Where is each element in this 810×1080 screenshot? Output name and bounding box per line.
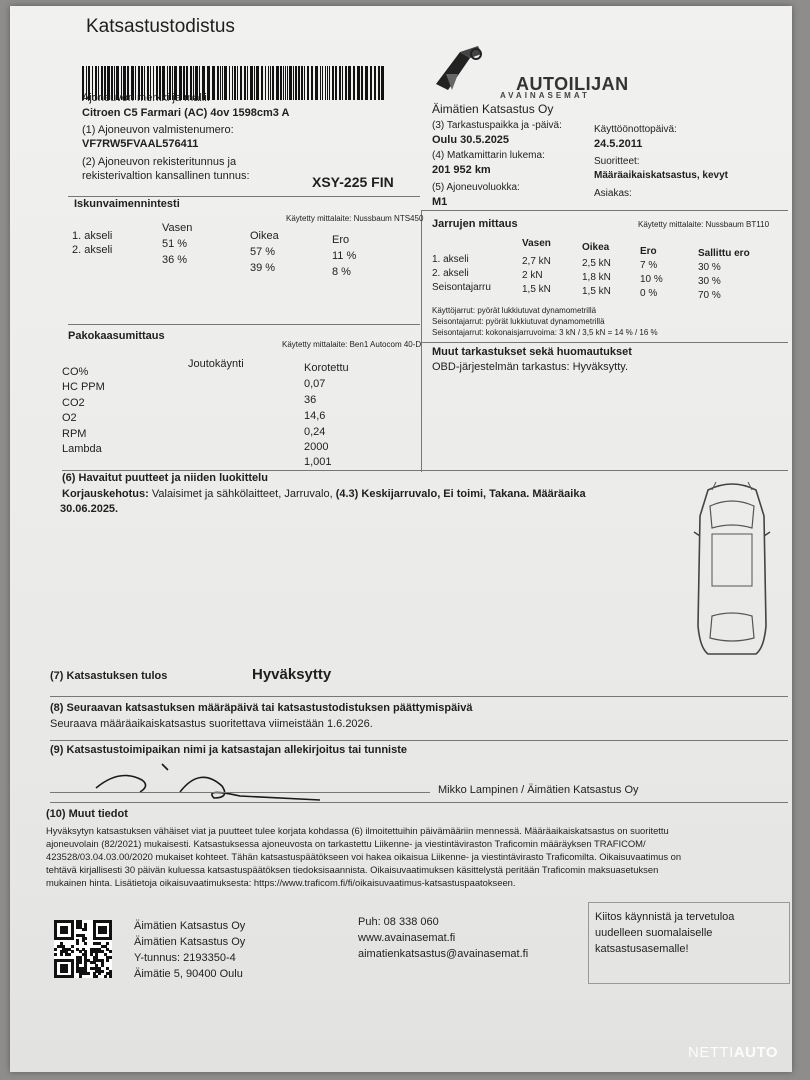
watermark-part1: NETTI [688, 1044, 734, 1061]
exhaust-value: 14,6 [304, 410, 326, 422]
defects-deadline: 30.06.2025. [60, 503, 119, 515]
other-info-title: (10) Muut tiedot [46, 808, 128, 820]
result-value: Hyväksytty [252, 666, 332, 683]
thanks-line: uudelleen suomalaiselle [595, 927, 713, 939]
next-text: Seuraava määräaikaiskatsastus suoritettava viimeistään 1.6.2026. [50, 718, 373, 730]
other-info-line: 423528/03.04.03.00/2020 mukaiset kohteet. Tähän katsastuspäätökseen voi hakea oikaisua Liikenne- ja viestintävirasto Traficomilta. Oikaisuvaatimus on [46, 851, 682, 862]
car-diagram-icon [686, 476, 778, 662]
performed-label: Suoritteet: [594, 156, 640, 167]
brake-value: 2,7 kN [522, 256, 551, 267]
brake-value: 0 % [640, 288, 658, 299]
brakes-header-allowed: Sallittu ero [698, 248, 750, 259]
other-info-text [46, 824, 681, 889]
brake-note: Seisontajarrut: pyörät lukkiutuvat dynamometrillä [432, 317, 605, 326]
brake-value: 7 % [640, 260, 658, 271]
brake-value: 10 % [640, 274, 663, 285]
class-value: M1 [432, 196, 448, 208]
brakes-title: Jarrujen mittaus [432, 218, 518, 230]
reg-label-2: rekisterivaltion kansallinen tunnus: [82, 170, 250, 182]
inspection-certificate [10, 6, 792, 1072]
footer-address: Äimätie 5, 90400 Oulu [134, 968, 243, 980]
defects-prefix: Korjauskehotus: [62, 488, 149, 500]
defects-text: Valaisimet ja sähkölaitteet, Jarruvalo, [151, 488, 333, 500]
brake-value: 70 % [698, 290, 721, 301]
class-label: (5) Ajoneuvoluokka: [432, 182, 520, 193]
defects-deadline-label: Määräaika [532, 488, 586, 500]
first-use-value: 24.5.2011 [594, 138, 643, 150]
vehicle-value: Citroen C5 Farmari (AC) 4ov 1598cm3 A [82, 107, 290, 119]
result-label: (7) Katsastuksen tulos [50, 670, 168, 682]
shock-value: 8 % [332, 266, 351, 278]
brake-row-label: 2. akseli [432, 268, 469, 279]
exhaust-col-high: Korotettu [304, 362, 349, 374]
signature-line [50, 792, 430, 793]
shock-value: 11 % [332, 250, 357, 262]
document-title: Katsastustodistus [86, 16, 235, 37]
exhaust-device: Käytetty mittalaite: Ben1 Autocom 40-D [282, 340, 422, 349]
logo-sub: AVAINASEMAT [500, 91, 590, 100]
footer-ytunnus: Y-tunnus: 2193350-4 [134, 952, 236, 964]
defects-title: (6) Havaitut puutteet ja niiden luokittelu [62, 472, 268, 484]
next-title: (8) Seuraavan katsastuksen määräpäivä tai katsastustodistuksen päättymispäivä [50, 702, 473, 714]
other-info-line: tehtävä kirjallisesti 30 päivän kuluessa katsastuspäätöksen tiedoksisaannista. Oikaisuvaatimuksen käsittelystä peritään Traficomin maksuasetuksen [46, 864, 659, 875]
registration-number: XSY-225 FIN [312, 174, 394, 190]
other-checks-text: OBD-järjestelmän tarkastus: Hyväksytty. [432, 361, 629, 373]
nettiauto-watermark [688, 1044, 778, 1061]
exhaust-value: 36 [304, 394, 317, 406]
divider [422, 210, 788, 211]
footer-company: Äimätien Katsastus Oy [134, 920, 246, 932]
shock-row-label: 2. akseli [72, 244, 113, 256]
vin-label: (1) Ajoneuvon valmistenumero: [82, 124, 234, 136]
divider [62, 470, 788, 471]
qr-code-icon [54, 920, 112, 978]
place-value: Oulu 30.5.2025 [432, 134, 510, 146]
shock-value: 36 % [162, 254, 188, 266]
footer-web: www.avainasemat.fi [358, 932, 456, 944]
exhaust-row-label: O2 [62, 412, 77, 424]
divider [50, 696, 788, 697]
footer-phone: Puh: 08 338 060 [358, 916, 439, 928]
key-logo-icon [430, 44, 490, 98]
thanks-line: katsastusasemalle! [595, 943, 689, 955]
other-info-line: Hyväksytyn katsastuksen vähäiset viat ja puutteet tulee korjata kohdassa (6) ilmoitettuihin päivämääriin mennessä. Määräaikaiskatsastus on suoritettu [46, 825, 669, 836]
brake-value: 30 % [698, 276, 721, 287]
customer-label: Asiakas: [594, 188, 632, 199]
shock-header-right: Oikea [250, 230, 279, 242]
other-info-line: ajoneuvolain (82/2021) mukaisesti. Katsastuksessa ajoneuvosta on tarkastettu Liikenne- ja viestintäviraston Traficomin määräyksen TRAFICOM/ [46, 838, 646, 849]
brake-value: 1,8 kN [582, 272, 611, 283]
brake-note: Käyttöjarrut: pyörät lukkiutuvat dynamometrillä [432, 306, 597, 315]
logo-text: AUTOILIJAN [516, 74, 629, 94]
defects-code: (4.3) Keskijarruvalo, Ei toimi, Takana. [335, 488, 530, 500]
divider [68, 324, 420, 325]
brake-row-label: 1. akseli [432, 254, 469, 265]
brake-value: 1,5 kN [582, 286, 611, 297]
shock-device: Käytetty mittalaite: Nussbaum NTS450 [286, 214, 424, 223]
shock-value: 57 % [250, 246, 276, 258]
brake-note: Seisontajarrut: kokonaisjarruvoima: 3 kN / 3,5 kN = 14 % / 16 % [432, 328, 658, 337]
exhaust-row-label: CO2 [62, 397, 85, 409]
shock-value: 51 % [162, 238, 188, 250]
defects-line [62, 488, 586, 500]
odometer-value: 201 952 km [432, 164, 491, 176]
vehicle-label: Ajoneuvon merkki ja malli: [82, 92, 210, 104]
thanks-box [588, 902, 790, 984]
other-checks-title: Muut tarkastukset sekä huomautukset [432, 346, 632, 358]
exhaust-row-label: RPM [62, 428, 87, 440]
brakes-header-diff: Ero [640, 246, 657, 257]
exhaust-row-label: Lambda [62, 443, 102, 455]
brake-value: 2,5 kN [582, 258, 611, 269]
exhaust-row-label: HC PPM [62, 381, 105, 393]
signature-image [80, 758, 340, 808]
vin-value: VF7RW5FVAAL576411 [82, 138, 199, 150]
footer-email: aimatienkatsastus@avainasemat.fi [358, 948, 529, 960]
shock-header-left: Vasen [162, 222, 193, 234]
first-use-label: Käyttöönottopäivä: [594, 124, 677, 135]
station-logo [430, 44, 630, 100]
thanks-line: Kiitos käynnistä ja tervetuloa [595, 911, 735, 923]
performed-value: Määräaikaiskatsastus, kevyt [594, 170, 728, 181]
exhaust-value: 1,001 [304, 456, 332, 468]
exhaust-title: Pakokaasumittaus [68, 330, 165, 342]
shock-row-label: 1. akseli [72, 230, 113, 242]
shock-value: 39 % [250, 262, 276, 274]
footer-company: Äimätien Katsastus Oy [134, 936, 246, 948]
exhaust-value: 2000 [304, 441, 329, 453]
exhaust-col-idle: Joutokäynti [188, 358, 244, 370]
station-name: Äimätien Katsastus Oy [432, 102, 554, 116]
brake-value: 2 kN [522, 270, 543, 281]
brake-value: 1,5 kN [522, 284, 551, 295]
signature-title: (9) Katsastustoimipaikan nimi ja katsastajan allekirjoitus tai tunniste [50, 744, 407, 756]
divider [68, 196, 420, 197]
exhaust-row-label: CO% [62, 366, 89, 378]
watermark-part2: AUTO [733, 1044, 779, 1061]
shock-header-diff: Ero [332, 234, 350, 246]
signature-name: Mikko Lampinen / Äimätien Katsastus Oy [438, 784, 639, 796]
reg-label-1: (2) Ajoneuvon rekisteritunnus ja [82, 156, 237, 168]
brakes-header-left: Vasen [522, 238, 551, 249]
brake-value: 30 % [698, 262, 721, 273]
divider [422, 342, 788, 343]
odometer-label: (4) Matkamittarin lukema: [432, 150, 545, 161]
exhaust-value: 0,24 [304, 426, 326, 438]
shock-title: Iskunvaimennintesti [74, 198, 180, 210]
brakes-device: Käytetty mittalaite: Nussbaum BT110 [638, 220, 770, 229]
other-info-line: mukainen hinta. Lisätietoja oikaisuvaatimuksesta: https://www.traficom.fi/fi/oikaisuvaatimus-katsastuspaatokseen. [46, 877, 516, 888]
brake-row-label: Seisontajarru [432, 282, 491, 293]
exhaust-value: 0,07 [304, 378, 326, 390]
divider [50, 740, 788, 741]
brakes-header-right: Oikea [582, 242, 610, 253]
place-label: (3) Tarkastuspaikka ja -päivä: [432, 120, 562, 131]
